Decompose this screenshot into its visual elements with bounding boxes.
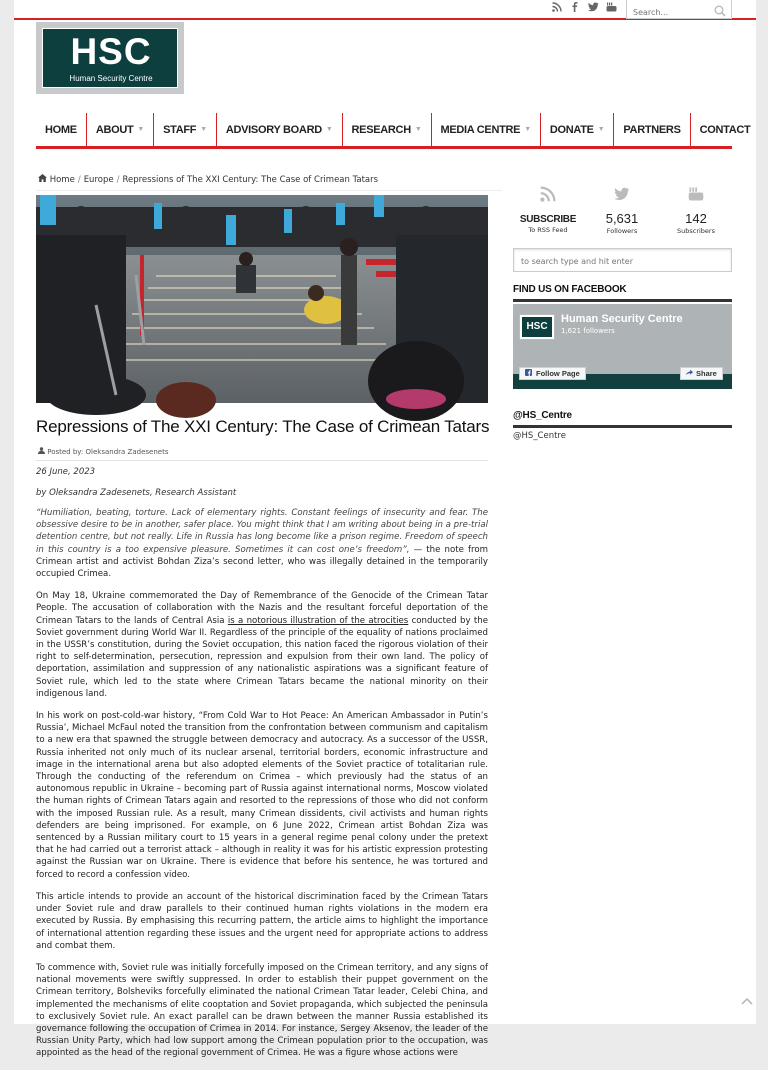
paragraph-text: — the note from Crimean artist and activist Bohdan Ziza’s second letter, who was illegally detained in the temporarily occupied Crimea. — [36, 544, 488, 580]
quote-text: “Humiliation, beating, torture. Lack of elementary rights. Constant feelings of insecurity and fear. The obsessive desire to be in another, safer place. You might think that I am writing about being in a pre-trial detention centre, but not really. Life in Russia has long become like a prison regime. Freedom of speech in this country is a too expensive pleasure. Sometimes it can cost one’s freedom”, — [36, 508, 488, 555]
nav-label: PARTNERS — [623, 123, 681, 136]
search-icon[interactable] — [714, 2, 726, 14]
divider — [36, 190, 502, 191]
chevron-down-icon: ▼ — [524, 126, 531, 133]
sidebar-search-box — [513, 248, 732, 272]
divider — [36, 460, 488, 461]
top-search-input[interactable] — [627, 4, 711, 21]
nav-label: ABOUT — [95, 123, 134, 136]
youtube-counter[interactable] — [660, 186, 732, 235]
social-links — [550, 2, 618, 16]
twitter-icon[interactable] — [586, 2, 600, 16]
nav-item-partners[interactable] — [613, 113, 689, 146]
page — [14, 0, 756, 1059]
follow-page-button[interactable] — [519, 367, 586, 380]
logo-subtitle: Human Security Centre — [69, 74, 153, 83]
nav-label: ADVISORY BOARD — [225, 123, 322, 136]
facebook-icon[interactable] — [568, 2, 582, 16]
rss-icon[interactable] — [550, 2, 564, 16]
chevron-down-icon: ▼ — [137, 126, 145, 133]
article-paragraph: This article intends to provide an account of the historical discrimination faced by the Crimean Tatars under Soviet rule and draw parallels to their continued human rights violations in the modern era executed by Russia. By emphasising this recurring pattern, the article aims to highlight the importance of international attention regarding these issues and the urgent need for appropriate actions to address and combat them. — [36, 891, 488, 951]
nav-label: RESEARCH — [351, 123, 411, 136]
breadcrumb-separator: / — [77, 175, 81, 185]
rss-counter[interactable] — [512, 186, 584, 234]
logo-mark — [42, 28, 178, 88]
social-counters — [512, 186, 732, 236]
article-paragraph: In his work on post-cold-war history, “From Cold War to Hot Peace: An American Ambassador in Putin’s Russia’, Michael McFaul noted the transition from the confrontation between communism and capitalism to a new era that spawned the struggle between democracy and autocracy. As a successor of the USSR, Russia inherited not only much of its nuclear arsenal, territorial borders, economic infrastructure and image in the international arena but also adopted elements of the Soviet practice of totalitarian rule. Through the conducting of the referendum on Crimea – which previously had the status of an autonomous republic in Ukraine – becoming part of Russia against international norms, Moscow violated the human rights of Crimean Tatars again and resorted to the repressions of those who did not conform with the imposed Russian rule. As a result, many Crimean dissidents, civil activists and human rights defenders are being imprisoned. For example, on 6 June 2022, Crimean artist Bohdan Ziza was sentenced by a Russian military court to 15 years in a general regime penal colony under the pretext that he had carried out a terrorist attack – although in reality it was for his artistic expression protesting against the Russian war on Ukraine. There is evidence that before his sentence, he was tortured and forced to record a confession video. — [36, 711, 488, 880]
home-icon — [38, 175, 50, 185]
youtube-icon — [660, 186, 732, 202]
chevron-down-icon: ▼ — [597, 126, 605, 133]
nav-item-about[interactable] — [86, 113, 153, 146]
breadcrumb-separator: / — [116, 175, 120, 185]
facebook-followers: 1,621 followers — [561, 327, 615, 335]
chevron-down-icon: ▼ — [200, 126, 207, 133]
facebook-icon — [525, 369, 532, 378]
nav-label: DONATE — [549, 123, 594, 136]
twitter-counter[interactable] — [586, 186, 658, 235]
twitter-handle-link[interactable]: @HS_Centre — [513, 431, 566, 441]
facebook-page-name[interactable]: Human Security Centre — [561, 313, 683, 325]
chevron-down-icon: ▼ — [325, 126, 333, 133]
top-bar — [14, 0, 756, 20]
nav-item-home[interactable] — [36, 113, 86, 146]
chevron-down-icon: ▼ — [414, 126, 422, 133]
user-icon — [38, 448, 47, 456]
share-label: Share — [696, 369, 717, 378]
nav-label: STAFF — [163, 123, 197, 136]
nav-item-research[interactable] — [342, 113, 431, 146]
twitter-widget-title: @HS_Centre — [513, 410, 732, 428]
breadcrumb-section[interactable]: Europe — [83, 175, 114, 185]
post-title: Repressions of The XXI Century: The Case of Crimean Tatars — [36, 417, 490, 436]
paragraph-text: On May 18, Ukraine commemorated the Day of Remembrance of the Genocide of the Crimean Tatar People. The accusation of collaboration with the Nazis and the resultant forceful deportation of the Crimean Tatars to the lands of Central Asia — [36, 591, 488, 626]
paragraph-text: conducted by the Soviet government during World War II. Regardless of the principle of the equality of nations proclaimed in the USSR’s constitution, during the Soviet occupation, this nation faced the rigorous violation of their right to self-determination, persecution, repression and expulsion from their own land. The policy of deportation, assimilation and suppression of any nationalistic aspirations was a significant feature of Soviet rule, which led to the state where Crimean Tatars became the national minority on their indigenous land. — [36, 615, 489, 699]
facebook-page-avatar — [519, 314, 555, 340]
nav-item-advisory-board[interactable] — [216, 113, 342, 146]
twitter-followers-label: Followers — [606, 227, 638, 235]
breadcrumb — [38, 174, 378, 185]
logo-title: HSC — [70, 31, 152, 72]
rss-sub-label: To RSS Feed — [528, 226, 568, 234]
article-paragraph: To commence with, Soviet rule was initially forcefully imposed on the Crimean territory, and any signs of national movements were swiftly suppressed. In order to establish their puppet government on the Crimean territory, Bolsheviks forcefully eliminated the national Crimean Tatar leader, Celebi China, and implemented the mechanisms of elite cooptation and Soviet propaganda, which subjected the peninsula to exclusively Soviet rule. An exact parallel can be drawn between the manner Russia established its governance following the occupation of Crimea in 2014. For instance, Sergey Aksenov, the leader of the Russian Unity Party, which had low support among the Crimean population prior to the occupation, was appointed as the head of the regional government of Crimea. He was a figure whose actions were — [36, 962, 488, 1059]
nav-label: MEDIA CENTRE — [440, 123, 521, 136]
rss-subscribe-label: SUBSCRIBE — [519, 214, 577, 225]
posted-by[interactable]: Posted by: Oleksandra Zadesenets — [47, 448, 169, 456]
article-paragraph — [36, 590, 488, 700]
share-button[interactable] — [680, 367, 723, 380]
breadcrumb-current: Repressions of The XXI Century: The Case of Crimean Tatars — [122, 175, 379, 185]
post-meta — [38, 447, 168, 456]
youtube-subscribers-label: Subscribers — [677, 227, 715, 235]
twitter-followers-count: 5,631 — [605, 211, 639, 226]
nav-item-media-centre[interactable] — [431, 113, 540, 146]
facebook-widget-title: FIND US ON FACEBOOK — [513, 284, 732, 302]
share-icon — [686, 369, 693, 378]
nav-item-donate[interactable] — [540, 113, 613, 146]
nav-label: CONTACT — [699, 123, 751, 136]
article-paragraph — [36, 507, 488, 580]
twitter-icon — [586, 186, 658, 202]
nav-item-contact[interactable] — [690, 113, 760, 146]
main-nav — [36, 113, 751, 149]
article-body — [36, 507, 488, 1070]
scroll-to-top-icon[interactable] — [740, 994, 754, 1008]
follow-page-label: Follow Page — [536, 369, 580, 378]
article-hero-image — [36, 195, 488, 403]
rss-icon — [512, 186, 584, 202]
nav-label: HOME — [45, 123, 77, 136]
post-date: 26 June, 2023 — [36, 467, 96, 477]
site-logo[interactable] — [36, 22, 184, 94]
facebook-page-widget[interactable] — [513, 304, 732, 389]
top-search-box — [626, 0, 732, 19]
avatar-logo: HSC — [522, 317, 552, 337]
nav-item-staff[interactable] — [153, 113, 216, 146]
youtube-subscribers-count: 142 — [685, 211, 707, 226]
breadcrumb-home[interactable]: Home — [49, 175, 75, 185]
post-byline: by Oleksandra Zadesenets, Research Assistant — [36, 488, 237, 498]
inline-link[interactable]: is a notorious illustration of the atrocities — [227, 615, 409, 626]
sidebar-search-input[interactable] — [514, 251, 731, 273]
youtube-icon[interactable] — [604, 2, 618, 16]
